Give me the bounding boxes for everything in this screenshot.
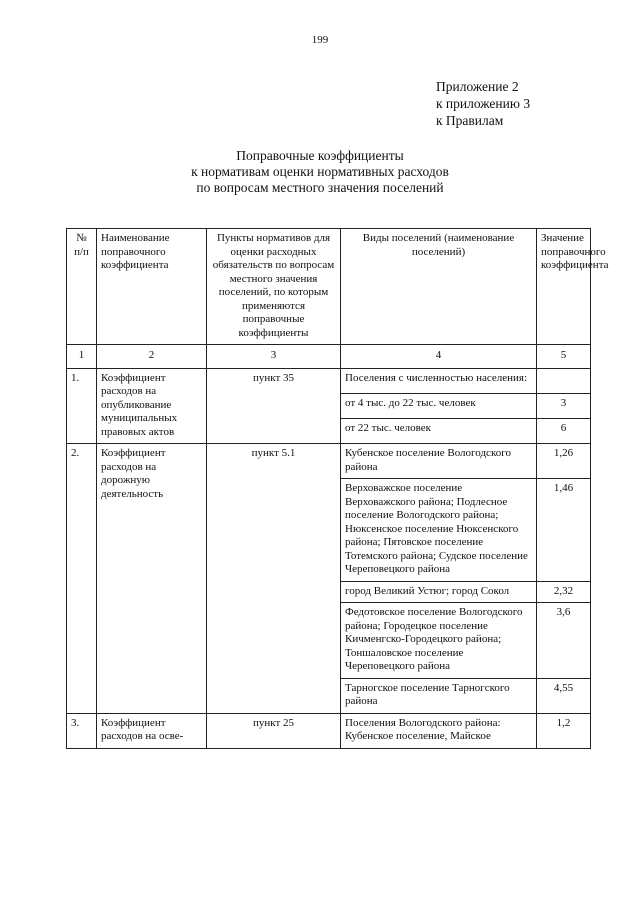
- row-number: 1.: [67, 368, 97, 444]
- coefficient-value: 6: [537, 418, 591, 443]
- settlement-type: Тарногское поселение Тарногского района: [341, 678, 537, 713]
- coefficient-name: Коэффициент расходов на осве-: [97, 713, 207, 748]
- coefficient-name: Коэффициент расходов на опубликование муниципальных правовых актов: [97, 368, 207, 444]
- title-line-3: по вопросам местного значения поселений: [196, 180, 444, 195]
- coefficient-value: 3: [537, 393, 591, 418]
- coefficients-table: [66, 228, 609, 749]
- row-number: 3.: [67, 713, 97, 748]
- page-number: 199: [311, 34, 329, 46]
- settlement-type: город Великий Устюг; город Сокол: [341, 581, 537, 603]
- coefficient-value: 2,32: [537, 581, 591, 603]
- coefficient-value: 3,6: [537, 603, 591, 679]
- column-number: 1: [67, 345, 97, 369]
- appendix-line-3: к Правилам: [436, 113, 504, 128]
- column-number-row: [67, 345, 591, 369]
- settlement-type: от 22 тыс. человек: [341, 418, 537, 443]
- settlement-type: от 4 тыс. до 22 тыс. человек: [341, 393, 537, 418]
- norm-clause: пункт 25: [207, 713, 341, 748]
- header-coefficient-value: Значение поправочного коэффициента: [537, 229, 591, 345]
- title-line-1: Поправочные коэффициенты: [236, 148, 404, 163]
- column-number: 2: [97, 345, 207, 369]
- settlement-type: Поселения с численностью населения:: [341, 368, 537, 393]
- settlement-type: Верховажское поселение Верховажского района; Подлесное поселение Вологодского района; Нюксенское поселение Нюксенского района; Пятовское поселение Тотемского района; Судское поселение Череповецкого района: [341, 479, 537, 582]
- coefficient-value: 1,26: [537, 444, 591, 479]
- table-row: [67, 368, 591, 393]
- coefficient-value: 1,46: [537, 479, 591, 582]
- appendix-line-2: к приложению 3: [436, 96, 531, 111]
- settlement-type: Поселения Вологодского района: Кубенское поселение, Майское: [341, 713, 537, 748]
- coefficient-value: 4,55: [537, 678, 591, 713]
- coefficient-name: Коэффициент расходов на дорожную деятельность: [97, 444, 207, 714]
- coefficient-value: [537, 368, 591, 393]
- norm-clause: пункт 5.1: [207, 444, 341, 714]
- table-row: [67, 713, 591, 748]
- settlement-type: Федотовское поселение Вологодского района; Городецкое поселение Кичменгско-Городецкого района; Тоншаловское поселение Череповецкого района: [341, 603, 537, 679]
- appendix-line-1: Приложение 2: [436, 79, 519, 94]
- title-line-2: к нормативам оценки нормативных расходов: [191, 164, 449, 179]
- header-number: № п/п: [67, 229, 97, 345]
- settlement-type: Кубенское поселение Вологодского района: [341, 444, 537, 479]
- appendix-reference: [436, 78, 530, 129]
- table-header-row: [67, 229, 591, 345]
- coefficient-value: 1,2: [537, 713, 591, 748]
- column-number: 3: [207, 345, 341, 369]
- column-number: 4: [341, 345, 537, 369]
- header-settlement-types: Виды поселений (наименование поселений): [341, 229, 537, 345]
- norm-clause: пункт 35: [207, 368, 341, 444]
- header-coefficient-name: Наименование поправочного коэффициента: [97, 229, 207, 345]
- document-title: [0, 148, 640, 196]
- row-number: 2.: [67, 444, 97, 714]
- column-number: 5: [537, 345, 591, 369]
- header-norm-clauses: Пункты нормативов для оценки расходных обязательств по вопросам местного значения поселений, по которым применяются поправочные коэффициенты: [207, 229, 341, 345]
- table-row: [67, 444, 591, 479]
